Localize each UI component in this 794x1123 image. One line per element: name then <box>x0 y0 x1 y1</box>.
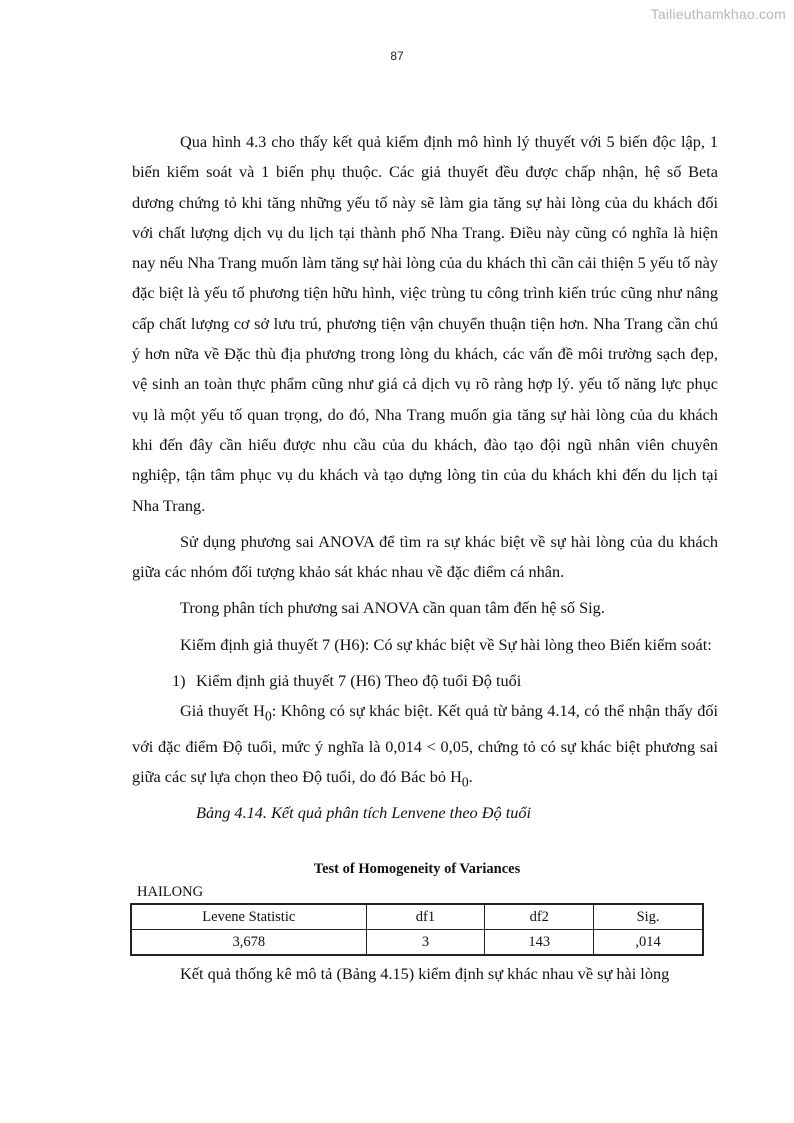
cell-sig: ,014 <box>594 930 703 956</box>
body-text <box>132 127 718 828</box>
paragraph-1: Qua hình 4.3 cho thấy kết quả kiểm định mô hình lý thuyết với 5 biến độc lập, 1 biến kiểm soát và 1 biến phụ thuộc. Các giả thuyết đều được chấp nhận, hệ số Beta dương chứng tỏ khi tăng những yếu tố này sẽ làm gia tăng sự hài lòng của du khách đối với chất lượng dịch vụ du lịch tại thành phố Nha Trang. Điều này cũng có nghĩa là hiện nay nếu Nha Trang muốn làm tăng sự hài lòng của du khách thì cần cải thiện 5 yếu tố này đặc biệt là yếu tố phương tiện hữu hình, việc trùng tu công trình kiến trúc cũng như nâng cấp chất lượng cơ sở lưu trú, phương tiện vận chuyển thuận tiện hơn. Nha Trang cần chú ý hơn nữa về Đặc thù địa phương trong lòng du khách, các vấn đề môi trường sạch đẹp, vệ sinh an toàn thực phẩm cũng như giá cả dịch vụ rõ ràng hợp lý. yếu tố năng lực phục vụ là một yếu tố quan trọng, do đó, Nha Trang muốn gia tăng sự hài lòng của du khách khi đến đây cần hiểu được nhu cầu của du khách, đào tạo đội ngũ nhân viên chuyên nghiệp, tận tâm phục vụ du khách và tạo dựng lòng tin của du khách khi đến du lịch tại Nha Trang. <box>132 132 718 515</box>
header-df2: df2 <box>485 904 594 930</box>
closing-paragraph <box>132 959 718 989</box>
table-caption: Bảng 4.14. Kết quả phân tích Lenvene theo Độ tuổi <box>196 802 532 822</box>
table-variable-label: HAILONG <box>137 884 204 900</box>
header-levene-statistic: Levene Statistic <box>131 904 366 930</box>
cell-df1: 3 <box>366 930 485 956</box>
list-number: 1) <box>172 671 186 691</box>
p5-mid: : Không có sự khác biệt. Kết quả từ bảng 4.14, có thể nhận thấy đối với đặc điểm Độ tuổi, mức ý nghĩa là 0,014 < 0,05, chứng tỏ có sự khác biệt phương sai giữa các sự lựa chọn theo Độ tuổi, do đó Bác bỏ H <box>132 701 718 787</box>
p5-prefix: Giả thuyết H <box>180 701 265 721</box>
paragraph-5 <box>132 696 718 797</box>
cell-df2: 143 <box>485 930 594 956</box>
paragraph-3: Trong phân tích phương sai ANOVA cần quan tâm đến hệ số Sig. <box>180 598 605 618</box>
levene-table <box>130 903 704 956</box>
p5-sub2: 0 <box>461 774 469 790</box>
list-item <box>132 666 718 696</box>
list-text: Kiểm định giả thuyết 7 (H6) Theo độ tuổi Độ tuổi <box>196 671 522 691</box>
p5-sub: 0 <box>264 708 272 724</box>
page-number: 87 <box>390 49 404 63</box>
header-sig: Sig. <box>594 904 703 930</box>
paragraph-4: Kiểm định giả thuyết 7 (H6): Có sự khác biệt về Sự hài lòng theo Biến kiểm soát: <box>180 634 712 654</box>
p5-end: . <box>468 767 473 787</box>
watermark: Tailieuthamkhao.com <box>650 6 786 22</box>
header-df1: df1 <box>366 904 485 930</box>
cell-levene-statistic: 3,678 <box>131 930 366 956</box>
table-row <box>131 930 703 956</box>
table-title: Test of Homogeneity of Variances <box>313 861 521 877</box>
table-header-row <box>131 904 703 930</box>
paragraph-2: Sử dụng phương sai ANOVA để tìm ra sự khác biệt về sự hài lòng của du khách giữa các nhóm đối tượng khảo sát khác nhau về đặc điểm cá nhân. <box>132 531 718 582</box>
closing-text: Kết quả thống kê mô tả (Bảng 4.15) kiểm định sự khác nhau về sự hài lòng <box>180 964 670 983</box>
